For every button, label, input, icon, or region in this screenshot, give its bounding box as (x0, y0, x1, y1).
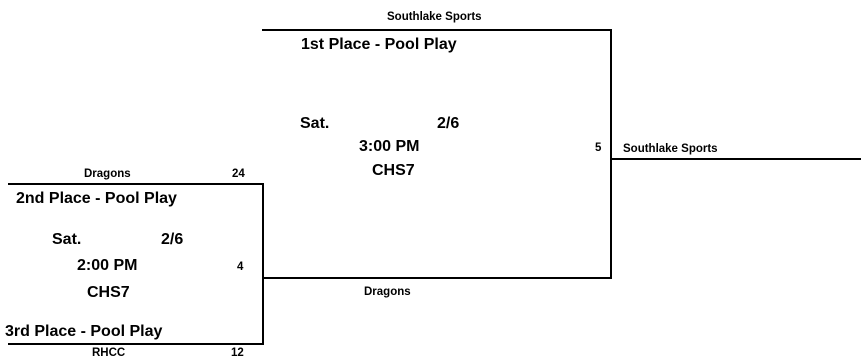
semi-bottom-team-name: RHCC (92, 347, 126, 359)
semi-bottom-team-seed: 3rd Place - Pool Play (5, 323, 163, 340)
final-right-vertical-line (610, 29, 612, 279)
top-team-name: Southlake Sports (387, 11, 482, 23)
final-game-day: Sat. (300, 115, 330, 132)
final-game-score: 5 (595, 142, 602, 154)
top-team-line (262, 29, 612, 31)
top-team-seed: 1st Place - Pool Play (301, 36, 457, 53)
semi-bottom-line (8, 343, 264, 345)
final-game-time: 3:00 PM (359, 138, 420, 155)
semi-bottom-team-score: 12 (231, 347, 244, 359)
semi-game-time: 2:00 PM (77, 257, 138, 274)
semi-winner-line (262, 277, 612, 279)
semi-top-team-seed: 2nd Place - Pool Play (16, 190, 177, 207)
final-game-court: CHS7 (372, 162, 415, 179)
semi-winner-name: Dragons (364, 286, 411, 298)
final-game-date: 2/6 (437, 115, 460, 132)
champion-name: Southlake Sports (623, 143, 718, 155)
semi-game-score: 4 (237, 261, 244, 273)
semi-game-date: 2/6 (161, 231, 184, 248)
champion-line (612, 158, 861, 160)
semi-game-day: Sat. (52, 231, 82, 248)
semi-top-team-score: 24 (232, 168, 245, 180)
semi-top-team-name: Dragons (84, 168, 131, 180)
semi-right-vertical-line (262, 183, 264, 345)
semi-top-line (8, 183, 264, 185)
semi-game-court: CHS7 (87, 284, 130, 301)
